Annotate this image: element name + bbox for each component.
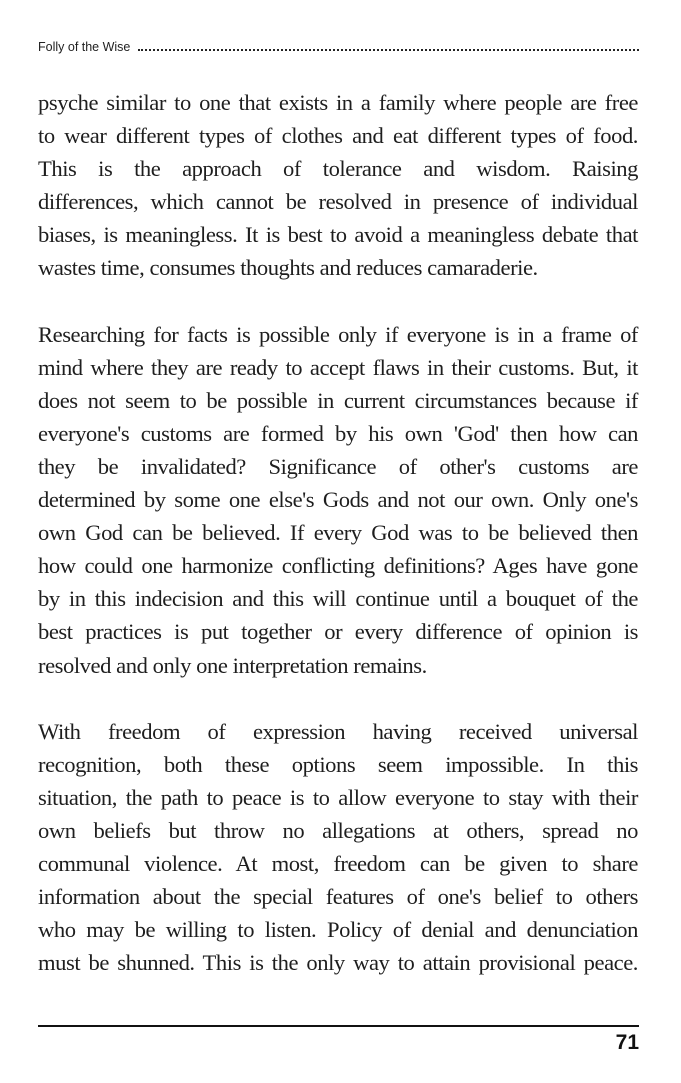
text-line: they be invalidated? Significance of other's customs are — [38, 453, 638, 479]
text-line: biases, is meaningless. It is best to avoid a meaningless debate that — [38, 222, 638, 248]
text-line: differences, which cannot be resolved in presence of individual — [38, 189, 638, 215]
running-header — [38, 36, 639, 54]
text-line: own God can be believed. If every God was to be believed then — [38, 520, 638, 546]
text-line: to wear different types of clothes and eat different types of food. — [38, 123, 638, 149]
paragraph-3 — [38, 715, 638, 980]
text-line: determined by some one else's Gods and not our own. Only one's — [38, 487, 638, 513]
text-line: communal violence. At most, freedom can be given to share — [38, 850, 638, 876]
paragraph-2 — [38, 318, 638, 682]
text-line: by in this indecision and this will continue until a bouquet of the — [38, 586, 638, 612]
text-line: everyone's customs are formed by his own 'God' then how can — [38, 420, 638, 446]
text-line: This is the approach of tolerance and wisdom. Raising — [38, 156, 638, 182]
text-line: recognition, both these options seem impossible. In this — [38, 751, 638, 777]
text-line: own beliefs but throw no allegations at others, spread no — [38, 817, 638, 843]
body-text — [38, 86, 638, 1012]
text-line: does not seem to be possible in current circumstances because if — [38, 387, 638, 413]
text-line: how could one harmonize conflicting definitions? Ages have gone — [38, 553, 638, 579]
text-line: resolved and only one interpretation remains. — [38, 652, 427, 678]
text-line: who may be willing to listen. Policy of denial and denunciation — [38, 917, 638, 943]
footer-rule — [38, 1025, 639, 1027]
text-line: information about the special features of one's belief to others — [38, 884, 638, 910]
text-line: Researching for facts is possible only if everyone is in a frame of — [38, 321, 638, 347]
text-line: must be shunned. This is the only way to attain provisional peace. — [38, 950, 638, 976]
text-line: psyche similar to one that exists in a family where people are free — [38, 90, 638, 115]
text-line: With freedom of expression having received universal — [38, 718, 638, 744]
header-dotted-rule — [138, 49, 639, 51]
page-number: 71 — [615, 1031, 639, 1054]
text-line: situation, the path to peace is to allow everyone to stay with their — [38, 784, 638, 810]
text-line: mind where they are ready to accept flaws in their customs. But, it — [38, 354, 638, 380]
running-title: Folly of the Wise — [38, 40, 131, 54]
paragraph-1 — [38, 86, 638, 285]
text-line: wastes time, consumes thoughts and reduces camaraderie. — [38, 255, 538, 281]
text-line: best practices is put together or every difference of opinion is — [38, 619, 638, 645]
